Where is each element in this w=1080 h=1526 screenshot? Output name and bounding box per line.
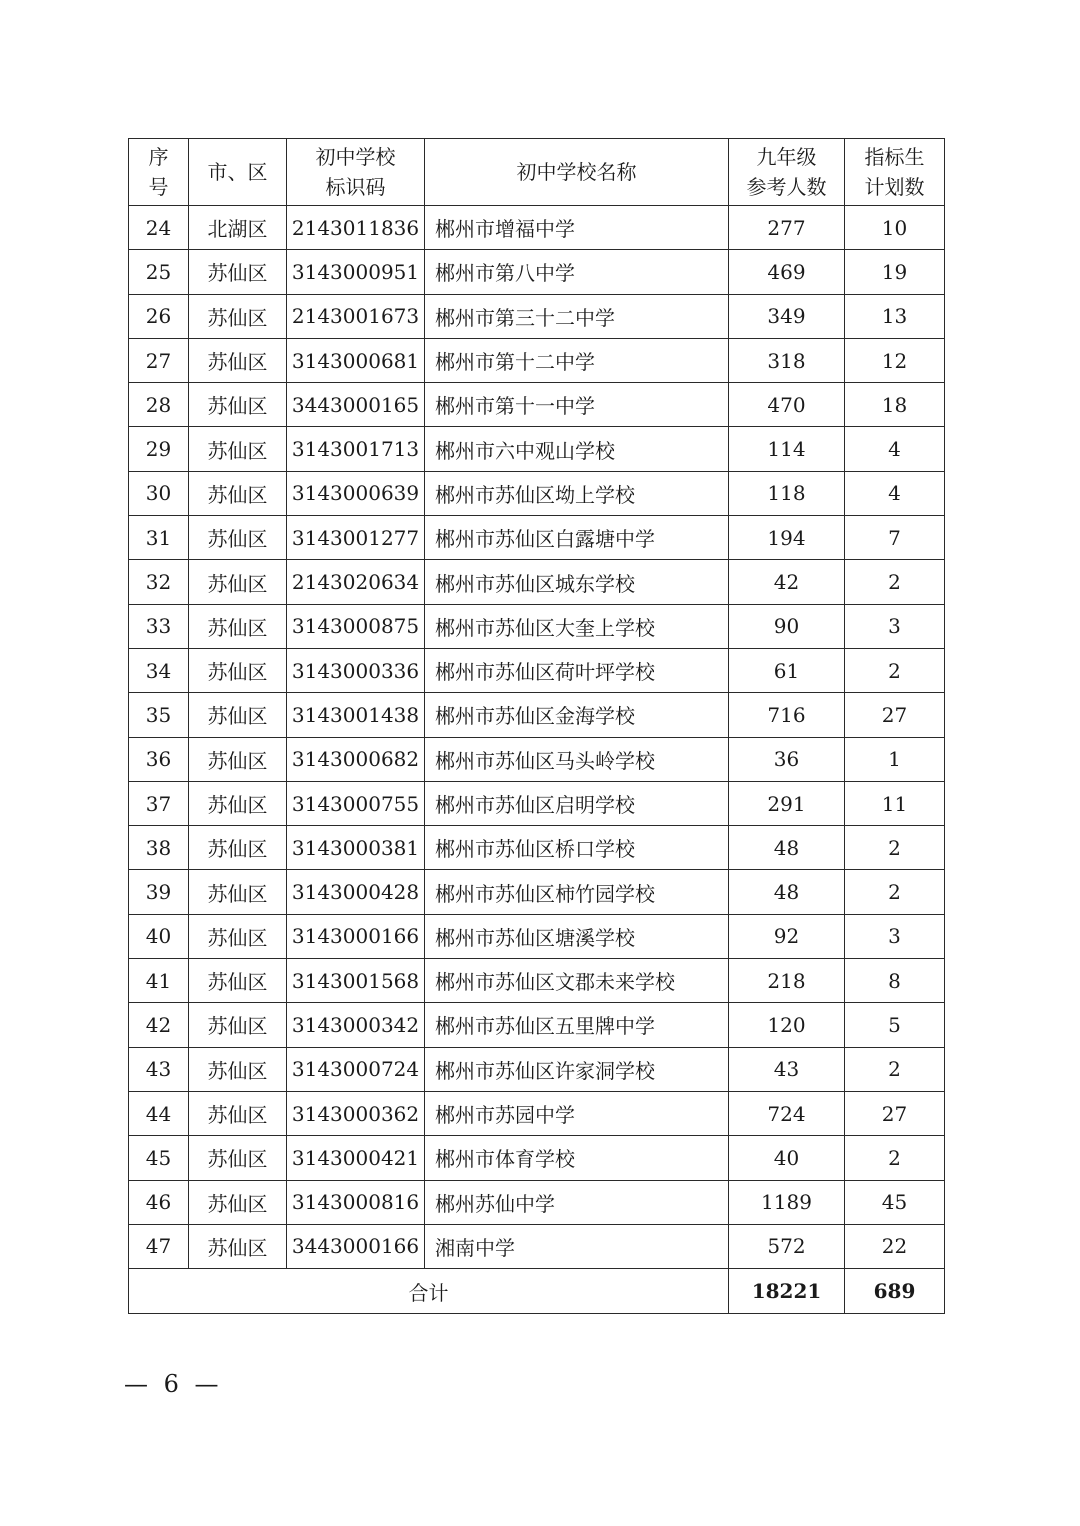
cell-name: 郴州市苏仙区塘溪学校 bbox=[425, 914, 729, 958]
table-body bbox=[129, 206, 945, 1314]
cell-name: 郴州市苏仙区城东学校 bbox=[425, 560, 729, 604]
cell-district: 苏仙区 bbox=[189, 427, 287, 471]
cell-quota: 22 bbox=[845, 1224, 945, 1268]
cell-quota: 13 bbox=[845, 294, 945, 338]
cell-seq: 37 bbox=[129, 781, 189, 825]
cell-name: 郴州市苏仙区启明学校 bbox=[425, 781, 729, 825]
cell-district: 苏仙区 bbox=[189, 604, 287, 648]
header-students: 九年级 参考人数 bbox=[729, 139, 845, 206]
cell-name: 郴州市苏仙区大奎上学校 bbox=[425, 604, 729, 648]
cell-district: 苏仙区 bbox=[189, 1003, 287, 1047]
cell-district: 苏仙区 bbox=[189, 1136, 287, 1180]
cell-students: 291 bbox=[729, 781, 845, 825]
cell-seq: 32 bbox=[129, 560, 189, 604]
table-row bbox=[129, 1003, 945, 1047]
cell-students: 218 bbox=[729, 959, 845, 1003]
cell-students: 114 bbox=[729, 427, 845, 471]
cell-students: 42 bbox=[729, 560, 845, 604]
cell-seq: 36 bbox=[129, 737, 189, 781]
cell-code: 2143011836 bbox=[287, 206, 425, 250]
cell-district: 苏仙区 bbox=[189, 383, 287, 427]
table-row bbox=[129, 1136, 945, 1180]
cell-seq: 47 bbox=[129, 1224, 189, 1268]
cell-code: 3143000724 bbox=[287, 1047, 425, 1091]
cell-name: 郴州市第十二中学 bbox=[425, 338, 729, 382]
cell-code: 3143001568 bbox=[287, 959, 425, 1003]
cell-quota: 2 bbox=[845, 1047, 945, 1091]
cell-name: 郴州市苏仙区坳上学校 bbox=[425, 471, 729, 515]
cell-code: 3143000951 bbox=[287, 250, 425, 294]
table-row bbox=[129, 870, 945, 914]
cell-students: 120 bbox=[729, 1003, 845, 1047]
cell-students: 92 bbox=[729, 914, 845, 958]
cell-code: 3143000362 bbox=[287, 1091, 425, 1135]
cell-seq: 45 bbox=[129, 1136, 189, 1180]
cell-name: 湘南中学 bbox=[425, 1224, 729, 1268]
cell-seq: 25 bbox=[129, 250, 189, 294]
cell-district: 苏仙区 bbox=[189, 516, 287, 560]
cell-district: 苏仙区 bbox=[189, 560, 287, 604]
cell-code: 3143001438 bbox=[287, 693, 425, 737]
cell-seq: 27 bbox=[129, 338, 189, 382]
cell-district: 苏仙区 bbox=[189, 294, 287, 338]
cell-code: 2143001673 bbox=[287, 294, 425, 338]
cell-students: 118 bbox=[729, 471, 845, 515]
cell-quota: 4 bbox=[845, 427, 945, 471]
cell-students: 43 bbox=[729, 1047, 845, 1091]
header-name: 初中学校名称 bbox=[425, 139, 729, 206]
table-row bbox=[129, 1047, 945, 1091]
table-row bbox=[129, 693, 945, 737]
cell-quota: 4 bbox=[845, 471, 945, 515]
cell-seq: 33 bbox=[129, 604, 189, 648]
cell-seq: 38 bbox=[129, 826, 189, 870]
cell-name: 郴州市苏仙区文郡未来学校 bbox=[425, 959, 729, 1003]
cell-district: 苏仙区 bbox=[189, 250, 287, 294]
cell-students: 48 bbox=[729, 826, 845, 870]
cell-name: 郴州市苏园中学 bbox=[425, 1091, 729, 1135]
total-label: 合计 bbox=[129, 1269, 729, 1314]
cell-district: 苏仙区 bbox=[189, 1180, 287, 1224]
cell-students: 90 bbox=[729, 604, 845, 648]
table-row bbox=[129, 1091, 945, 1135]
table-row bbox=[129, 1180, 945, 1224]
cell-name: 郴州市第三十二中学 bbox=[425, 294, 729, 338]
table-row bbox=[129, 781, 945, 825]
cell-district: 苏仙区 bbox=[189, 471, 287, 515]
cell-students: 277 bbox=[729, 206, 845, 250]
cell-seq: 44 bbox=[129, 1091, 189, 1135]
cell-district: 苏仙区 bbox=[189, 648, 287, 692]
header-row bbox=[129, 139, 945, 206]
cell-seq: 34 bbox=[129, 648, 189, 692]
cell-district: 北湖区 bbox=[189, 206, 287, 250]
cell-name: 郴州市体育学校 bbox=[425, 1136, 729, 1180]
cell-district: 苏仙区 bbox=[189, 1047, 287, 1091]
total-row bbox=[129, 1269, 945, 1314]
table-row bbox=[129, 338, 945, 382]
cell-district: 苏仙区 bbox=[189, 1224, 287, 1268]
table-row bbox=[129, 737, 945, 781]
cell-students: 469 bbox=[729, 250, 845, 294]
cell-students: 724 bbox=[729, 1091, 845, 1135]
cell-district: 苏仙区 bbox=[189, 870, 287, 914]
cell-name: 郴州市苏仙区柿竹园学校 bbox=[425, 870, 729, 914]
cell-quota: 11 bbox=[845, 781, 945, 825]
table-row bbox=[129, 914, 945, 958]
cell-name: 郴州市苏仙区荷叶坪学校 bbox=[425, 648, 729, 692]
cell-name: 郴州市第八中学 bbox=[425, 250, 729, 294]
cell-name: 郴州市苏仙区五里牌中学 bbox=[425, 1003, 729, 1047]
cell-name: 郴州市苏仙区金海学校 bbox=[425, 693, 729, 737]
table-row bbox=[129, 471, 945, 515]
cell-name: 郴州市第十一中学 bbox=[425, 383, 729, 427]
cell-code: 3143000381 bbox=[287, 826, 425, 870]
cell-code: 3143000875 bbox=[287, 604, 425, 648]
cell-code: 3143000755 bbox=[287, 781, 425, 825]
cell-quota: 2 bbox=[845, 560, 945, 604]
cell-code: 3143001277 bbox=[287, 516, 425, 560]
table-row bbox=[129, 604, 945, 648]
cell-quota: 8 bbox=[845, 959, 945, 1003]
cell-name: 郴州市六中观山学校 bbox=[425, 427, 729, 471]
cell-code: 3143000428 bbox=[287, 870, 425, 914]
cell-code: 2143020634 bbox=[287, 560, 425, 604]
table-row bbox=[129, 294, 945, 338]
cell-code: 3143000421 bbox=[287, 1136, 425, 1180]
cell-code: 3143001713 bbox=[287, 427, 425, 471]
cell-quota: 45 bbox=[845, 1180, 945, 1224]
cell-quota: 2 bbox=[845, 648, 945, 692]
cell-students: 572 bbox=[729, 1224, 845, 1268]
cell-seq: 46 bbox=[129, 1180, 189, 1224]
cell-code: 3143000166 bbox=[287, 914, 425, 958]
cell-name: 郴州市增福中学 bbox=[425, 206, 729, 250]
cell-quota: 1 bbox=[845, 737, 945, 781]
cell-code: 3143000681 bbox=[287, 338, 425, 382]
cell-quota: 7 bbox=[845, 516, 945, 560]
cell-district: 苏仙区 bbox=[189, 959, 287, 1003]
cell-quota: 5 bbox=[845, 1003, 945, 1047]
cell-quota: 18 bbox=[845, 383, 945, 427]
cell-name: 郴州市苏仙区马头岭学校 bbox=[425, 737, 729, 781]
cell-students: 716 bbox=[729, 693, 845, 737]
cell-quota: 27 bbox=[845, 1091, 945, 1135]
header-seq: 序 号 bbox=[129, 139, 189, 206]
table-row bbox=[129, 516, 945, 560]
cell-quota: 10 bbox=[845, 206, 945, 250]
header-quota: 指标生 计划数 bbox=[845, 139, 945, 206]
cell-seq: 29 bbox=[129, 427, 189, 471]
cell-quota: 3 bbox=[845, 914, 945, 958]
table-header bbox=[129, 139, 945, 206]
cell-code: 3143000336 bbox=[287, 648, 425, 692]
cell-code: 3143000682 bbox=[287, 737, 425, 781]
table-row bbox=[129, 826, 945, 870]
cell-code: 3443000165 bbox=[287, 383, 425, 427]
cell-students: 318 bbox=[729, 338, 845, 382]
cell-code: 3143000816 bbox=[287, 1180, 425, 1224]
cell-seq: 24 bbox=[129, 206, 189, 250]
cell-district: 苏仙区 bbox=[189, 737, 287, 781]
cell-students: 48 bbox=[729, 870, 845, 914]
table-row bbox=[129, 560, 945, 604]
cell-quota: 19 bbox=[845, 250, 945, 294]
header-district: 市、区 bbox=[189, 139, 287, 206]
cell-quota: 2 bbox=[845, 1136, 945, 1180]
total-students: 18221 bbox=[729, 1269, 845, 1314]
cell-seq: 39 bbox=[129, 870, 189, 914]
cell-seq: 40 bbox=[129, 914, 189, 958]
cell-code: 3143000639 bbox=[287, 471, 425, 515]
cell-seq: 43 bbox=[129, 1047, 189, 1091]
table-row bbox=[129, 250, 945, 294]
cell-quota: 12 bbox=[845, 338, 945, 382]
cell-seq: 30 bbox=[129, 471, 189, 515]
table-row bbox=[129, 648, 945, 692]
cell-students: 470 bbox=[729, 383, 845, 427]
cell-quota: 2 bbox=[845, 826, 945, 870]
cell-students: 349 bbox=[729, 294, 845, 338]
cell-students: 36 bbox=[729, 737, 845, 781]
cell-district: 苏仙区 bbox=[189, 1091, 287, 1135]
cell-quota: 27 bbox=[845, 693, 945, 737]
cell-name: 郴州苏仙中学 bbox=[425, 1180, 729, 1224]
cell-students: 40 bbox=[729, 1136, 845, 1180]
cell-seq: 35 bbox=[129, 693, 189, 737]
table-row bbox=[129, 427, 945, 471]
cell-quota: 3 bbox=[845, 604, 945, 648]
cell-code: 3443000166 bbox=[287, 1224, 425, 1268]
cell-students: 1189 bbox=[729, 1180, 845, 1224]
cell-seq: 28 bbox=[129, 383, 189, 427]
page-number: — 6 — bbox=[124, 1370, 223, 1398]
cell-quota: 2 bbox=[845, 870, 945, 914]
table-row bbox=[129, 383, 945, 427]
cell-students: 194 bbox=[729, 516, 845, 560]
cell-seq: 31 bbox=[129, 516, 189, 560]
school-quota-table bbox=[128, 138, 945, 1314]
cell-name: 郴州市苏仙区白露塘中学 bbox=[425, 516, 729, 560]
cell-code: 3143000342 bbox=[287, 1003, 425, 1047]
cell-district: 苏仙区 bbox=[189, 338, 287, 382]
header-code: 初中学校 标识码 bbox=[287, 139, 425, 206]
cell-seq: 42 bbox=[129, 1003, 189, 1047]
cell-students: 61 bbox=[729, 648, 845, 692]
cell-district: 苏仙区 bbox=[189, 914, 287, 958]
table-row bbox=[129, 1224, 945, 1268]
cell-seq: 26 bbox=[129, 294, 189, 338]
table-row bbox=[129, 206, 945, 250]
cell-seq: 41 bbox=[129, 959, 189, 1003]
cell-district: 苏仙区 bbox=[189, 826, 287, 870]
cell-name: 郴州市苏仙区许家洞学校 bbox=[425, 1047, 729, 1091]
cell-district: 苏仙区 bbox=[189, 781, 287, 825]
cell-name: 郴州市苏仙区桥口学校 bbox=[425, 826, 729, 870]
table-row bbox=[129, 959, 945, 1003]
total-quota: 689 bbox=[845, 1269, 945, 1314]
cell-district: 苏仙区 bbox=[189, 693, 287, 737]
